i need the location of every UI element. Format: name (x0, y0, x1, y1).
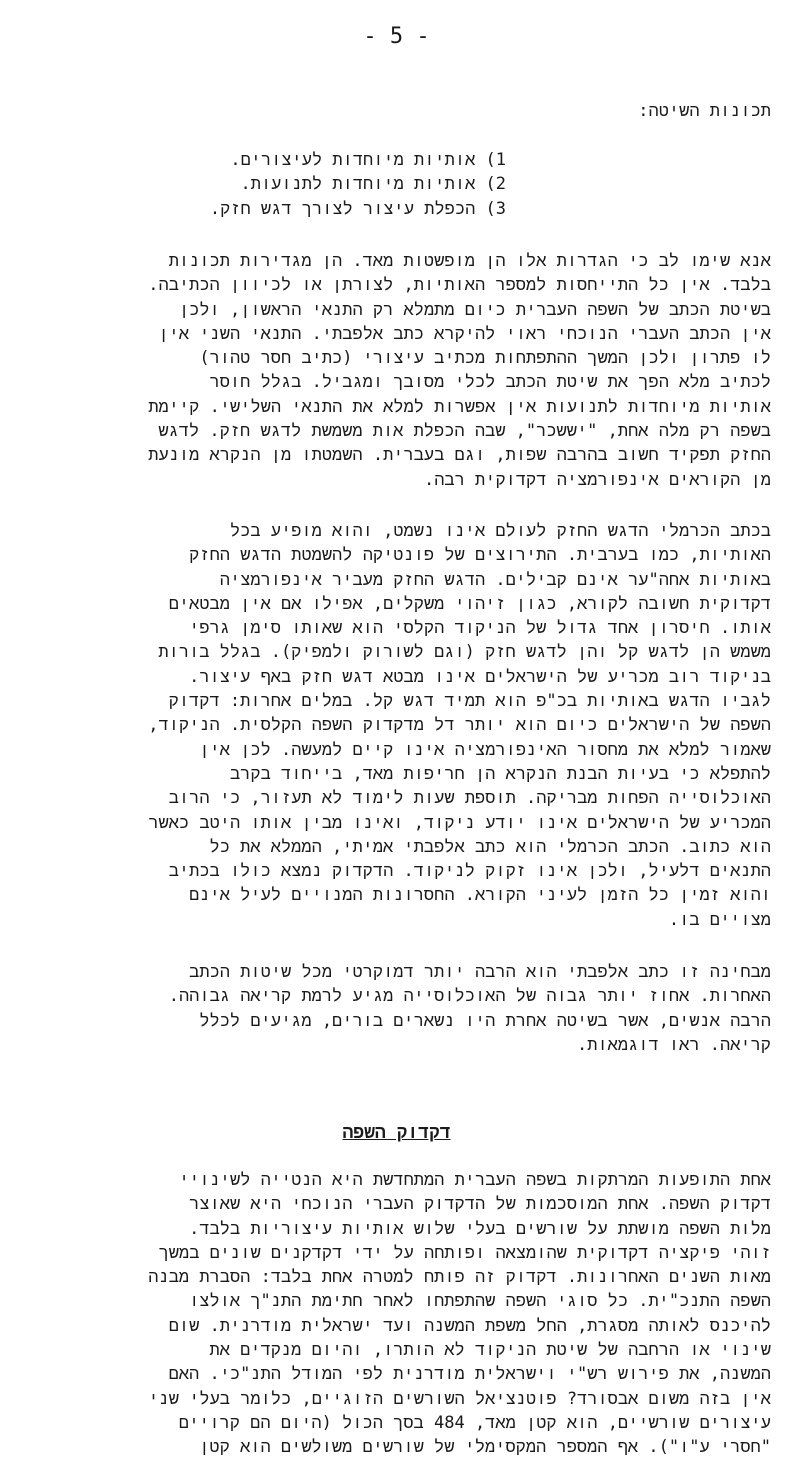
text-line: השפה התנכ"ית. כל סוגי השפה שהתפתחו לאחר חתימת התנ"ך אולצו (189, 1291, 771, 1312)
section-heading: דקדוק השפה (342, 1122, 451, 1143)
text-line: האותיות, כמו בערבית. התירוצים של פונטיקה להשמטת הדגש החזק (189, 545, 771, 566)
text-line: דקדוקית חשובה לקורא, כגון זיהוי משקלים, אפילו אם אין מבטאים (168, 593, 771, 614)
text-line: שאמור למלא את מחסור האינפורמציה אינו קיים למעשה. לכן אין (199, 739, 771, 760)
page-number: - 5 - (363, 24, 430, 49)
text-line: התנאים דלעיל, ולכן אינו זקוק לניקוד. הדקדוק נמצא כולו בכתיב (168, 861, 771, 882)
text-line: שינוי או הרחבה של שיטת הניקוד לא הותרו, והיום מנקדים את (209, 1340, 771, 1361)
text-line: באותיות אחה"ער אינם קבילים. הדגש החזק מעביר אינפורמציה (219, 569, 771, 590)
text-line: והוא זמין כל הזמן לעיני הקורא. החסרונות המנויים לעיל אינם (189, 885, 771, 906)
text-line: האוכלוסייה הפחות מבריקה. תוספת שעות לימוד לא תעזור, כי הרוב (168, 788, 771, 809)
text-line: אותיות מיוחדות לתנועות אין אפשרות למלא את התנאי השלישי. קיימת (148, 396, 771, 417)
text-line: הוא כתוב. הכתב הכרמלי הוא כתב אלפבתי אמיתי, הממלא את כל (209, 836, 771, 857)
text-line: מאות השנים האחרונות. דקדוק זה פותח למטרה אחת בלבד: הסברת מבנה (148, 1267, 771, 1288)
paragraph-definitions (16, 249, 771, 492)
features-list (16, 148, 771, 221)
text-line: בלבד. אין כל התייחסות למספר האותיות, לצורתן או לכיוון הכתיבה. (148, 275, 771, 296)
list-item: 1) אותיות מיוחדות לעיצורים. (230, 150, 506, 170)
text-line: אין בזה משום אבסורד? פוטנציאל השורשים הזוגיים, כלומר בעלי שני (148, 1388, 771, 1409)
text-line: הרבה אנשים, אשר בשיטה אחרת היו נשארים בורים, מגיעים לכלל (199, 1010, 771, 1031)
text-line: לכתיב מלא הפך את שיטת הכתב לכלי מסובך ומגביל. בגלל חוסר (209, 372, 771, 393)
paragraph-grammar (16, 1168, 771, 1460)
text-line: "חסרי ע"ו"). אף המספר המקסימלי של שורשים משולשים הוא קטן (199, 1437, 771, 1458)
text-line: אחת התופעות המרתקות בשפה העברית המתחדשת היא הנטייה לשינויי (179, 1170, 771, 1190)
text-line: קריאה. ראו דוגמאות. (577, 1034, 771, 1055)
text-line: לגביו הדגש באותיות בכ"פ הוא תמיד דגש קל. במלים אחרות: דקדוק (168, 691, 771, 712)
text-line: אותו. חיסרון אחד גדול של הניקוד הקלסי הוא שאותו סימן גרפי (189, 618, 771, 639)
text-line: מן הקוראים אינפורמציה דקדוקית רבה. (423, 469, 771, 490)
list-item: 2) אותיות מיוחדות לתנועות. (240, 174, 506, 195)
text-line: משמש הן לדגש קל והן לדגש חזק (וגם לשורוק ולמפיק). בגלל בורות (158, 642, 771, 663)
text-line: זוהי פיקציה דקדוקית שהומצאה ופותחה על ידי דקדקנים שונים במשך (158, 1242, 771, 1263)
text-line: להיכנס לאותה מסגרת, החל משפת המשנה ועד ישראלית מודרנית. שום (168, 1315, 771, 1336)
text-line: מבחינה זו כתב אלפבתי הוא הרבה יותר דמוקרטי מכל שיטות הכתב (189, 962, 771, 982)
text-line: בשיטת הכתב של השפה העברית כיום מתמלא רק התנאי הראשון, ולכן (178, 299, 771, 320)
text-line: בכתב הכרמלי הדגש החזק לעולם אינו נשמט, והוא מופיע בכל (229, 521, 771, 541)
text-line: אין הכתב העברי הנוכחי ראוי להיקרא כתב אלפבתי. התנאי השני אין (158, 323, 771, 344)
text-line: לו פתרון ולכן המשך ההתפתחות מכתיב עיצורי (כתיב חסר טהור) (199, 348, 771, 369)
text-line: להתפלא כי בעיות הבנת הנקרא הן חריפות מאד, בייחוד בקרב (229, 763, 771, 784)
text-line: השפה של הישראלים כיום הוא יותר דל מדקדוק השפה הקלסית. הניקוד, (148, 715, 771, 736)
text-line: מלות השפה מושתת על שורשים בעלי שלוש אותיות עיצוריות בלבד. (189, 1218, 771, 1239)
paragraph-democratic (16, 960, 771, 1057)
text-line: החזק תפקיד חשוב בהרבה שפות, וגם בעברית. השמטתו מן הנקרא מונעת (148, 445, 771, 466)
features-title: תכונות השיטה: (638, 101, 771, 121)
paragraph-carmel-script (16, 519, 771, 932)
text-line: המכריע של הישראלים אינו יודע ניקוד, ואינו מבין אותו היטב כאשר (148, 812, 771, 833)
text-line: דקדוק השפה. אחת המוסכמות של הדקדוק העברי הנוכחי היא שאוצר (189, 1194, 771, 1215)
text-line: עיצורים שורשיים, הוא קטן מאד, 484 בסך הכול (היום הם קרויים (178, 1412, 771, 1433)
text-line: אנא שימו לב כי הגדרות אלו הן מופשטות מאד. הן מגדירות תכונות (168, 251, 771, 271)
features-section (16, 99, 771, 123)
text-line: האחרות. אחוז יותר גבוה של האוכלוסייה מגיע לרמת קריאה גבוהה. (168, 986, 771, 1007)
list-item: 3) הכפלת עיצור לצורך דגש חזק. (209, 198, 506, 219)
text-line: המשנה, את פירוש רש"י וישראלית מודרנית לפי המודל התנ"כי. האם (168, 1364, 771, 1385)
text-line: בשפה רק מלה אחת, "יששכר", שבה הכפלת אות משמשת לדגש חזק. לדגש (158, 421, 771, 442)
text-line: מצויים בו. (668, 909, 771, 930)
text-line: בניקוד רוב מכריע של הישראלים אינו מבטא דגש חזק באף עיצור. (189, 666, 771, 687)
